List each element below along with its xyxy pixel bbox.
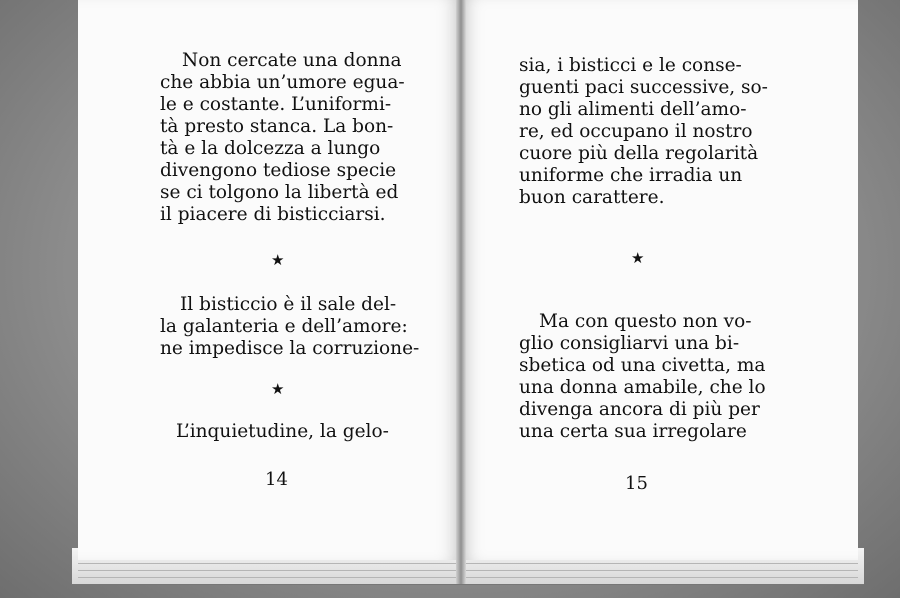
text-line: tà presto stanca. La bon- [160,116,394,137]
page-number-left: 14 [265,469,288,490]
text-line: tà e la dolcezza a lungo [160,138,381,159]
text-line: Non cercate una donna [182,50,402,71]
text-line: una donna amabile, che lo [519,377,766,398]
right-paragraph-1 [519,55,768,209]
text-line: divenga ancora di più per [519,399,760,420]
text-line: sia, i bisticci e le conse- [519,55,742,76]
star-separator: ★ [271,380,285,398]
text-line: che abbia un’umore egua- [160,72,405,93]
text-line: il piacere di bisticciarsi. [160,204,386,225]
book-gutter [456,0,466,584]
text-line: buon carattere. [519,187,665,208]
text-line: cuore più della regolarità [519,143,759,164]
page-number-right: 15 [625,473,648,494]
text-line: uniforme che irradia un [519,165,743,186]
text-line: la galanteria e dell’amore: [160,316,408,337]
text-line: sbetica od una civetta, ma [519,355,766,376]
text-line: re, ed occupano il nostro [519,121,753,142]
text-line: Ma con questo non vo- [539,311,752,332]
text-line: se ci tolgono la libertà ed [160,182,399,203]
text-line: guenti paci successive, so- [519,77,768,98]
star-separator: ★ [271,251,285,269]
left-paragraph-2 [160,294,419,360]
text-line: una certa sua irregolare [519,421,747,442]
left-paragraph-1 [160,50,405,226]
text-line: le e costante. L’uniformi- [160,94,392,115]
text-line: glio consigliarvi una bi- [519,333,740,354]
text-line: ne impedisce la corruzione- [160,338,420,359]
text-line: L’inquietudine, la gelo- [176,421,389,442]
text-line: divengono tediose specie [160,160,397,181]
text-line: no gli alimenti dell’amo- [519,99,747,120]
star-separator: ★ [631,249,645,267]
text-line: Il bisticcio è il sale del- [180,294,397,315]
right-paragraph-2 [519,311,766,443]
left-paragraph-3 [160,421,389,443]
